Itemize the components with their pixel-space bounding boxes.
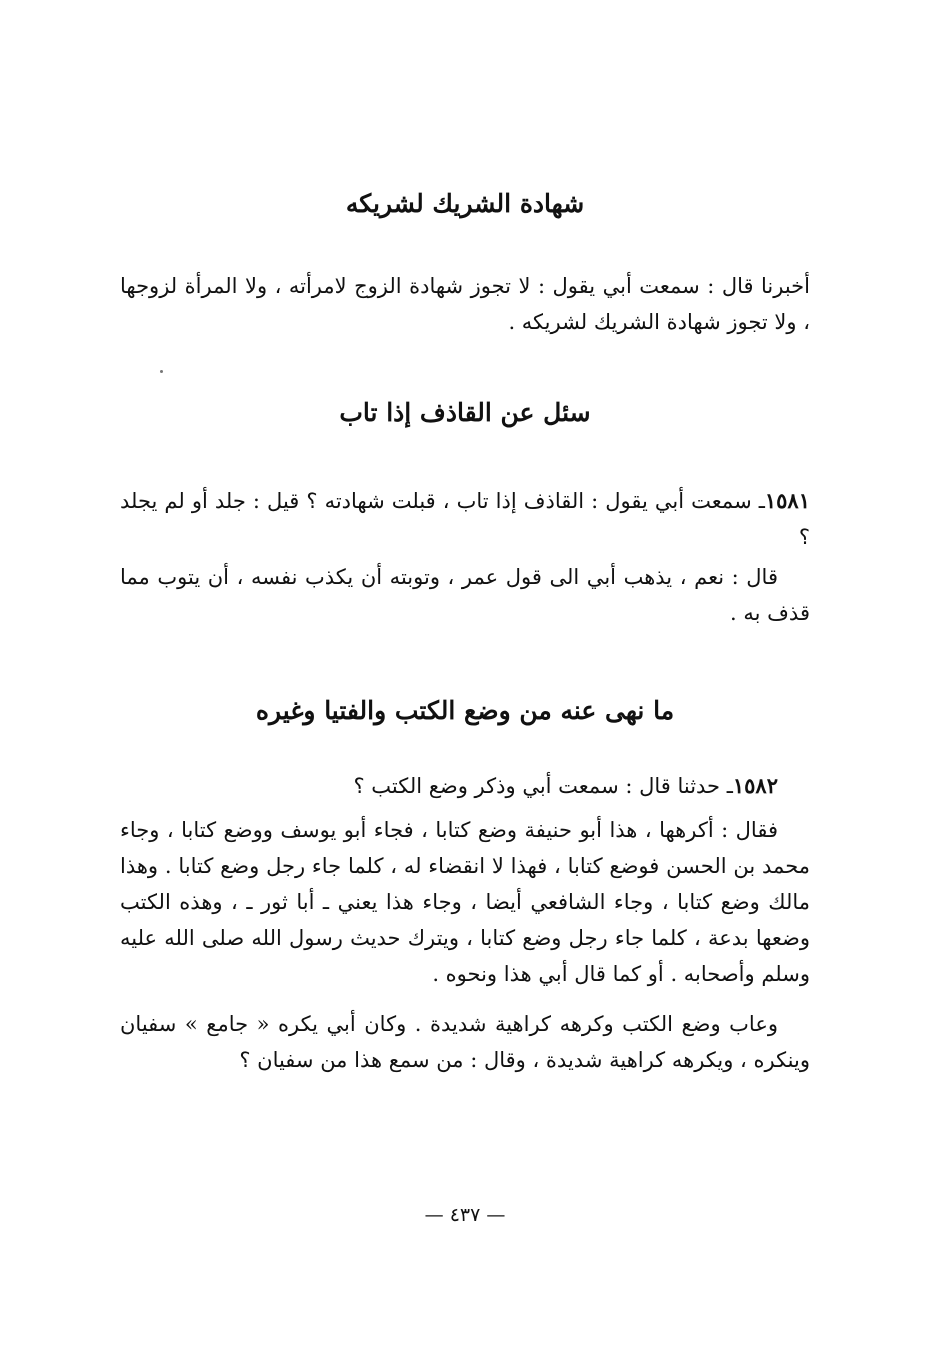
page-number: — ٤٣٧ — [424,1204,506,1226]
entry-number: ١٥٨٢ [732,773,778,798]
section-title-repentant-accuser: سئل عن القاذف إذا تاب [339,398,591,427]
entry-number: ١٥٨١ [764,488,810,513]
print-speck [160,370,163,373]
section-body-repentant-accuser [120,483,810,631]
section-body-writing-books [120,768,810,1078]
paragraph: فقال : أكرهها ، هذا أبو حنيفة وضع كتابا ، فجاء أبو يوسف ووضع كتابا ، وجاء محمد بن الحسن فوضع كتابا ، فهذا لا انقضاء له ، كلما جاء رجل وضع كتابا . وهذا مالك وضع كتابا ، وجاء الشافعي أيضا ، وجاء هذا يعني ـ أبا ثور ـ ، وهذه الكتب وضعها بدعة ، كلما جاء رجل وضع كتابا ، ويترك حديث رسول الله صلى الله عليه وسلم وأصحابه . أو كما قال أبي هذا ونحوه . [120,818,810,986]
section-title-writing-books: ما نهى عنه من وضع الكتب والفتيا وغيره [255,696,675,725]
paragraph: أخبرنا قال : سمعت أبي يقول : لا تجوز شهادة الزوج لامرأته ، ولا المرأة لزوجها ، ولا تجوز شهادة الشريك لشريكه . [120,274,810,334]
paragraph-1582 [120,768,810,804]
paragraph: قال : نعم ، يذهب أبي الى قول عمر ، وتوبته أن يكذب نفسه ، أن يتوب مما قذف به . [120,565,810,625]
paragraph-text: ـ حدثنا قال : سمعت أبي وذكر وضع الكتب ؟ [353,774,733,798]
paragraph: وعاب وضع الكتب وكرهه كراهية شديدة . وكان أبي يكره « جامع » سفيان وينكره ، ويكرهه كراهية شديدة ، وقال : من سمع هذا من سفيان ؟ [120,1012,810,1072]
section-title-partner-testimony: شهادة الشريك لشريكه [345,189,585,218]
paragraph-text: ـ سمعت أبي يقول : القاذف إذا تاب ، قبلت شهادته ؟ قيل : جلد أو لم يجلد ؟ [120,489,810,549]
section-body-partner-testimony [120,268,810,340]
paragraph-1581 [120,483,810,555]
